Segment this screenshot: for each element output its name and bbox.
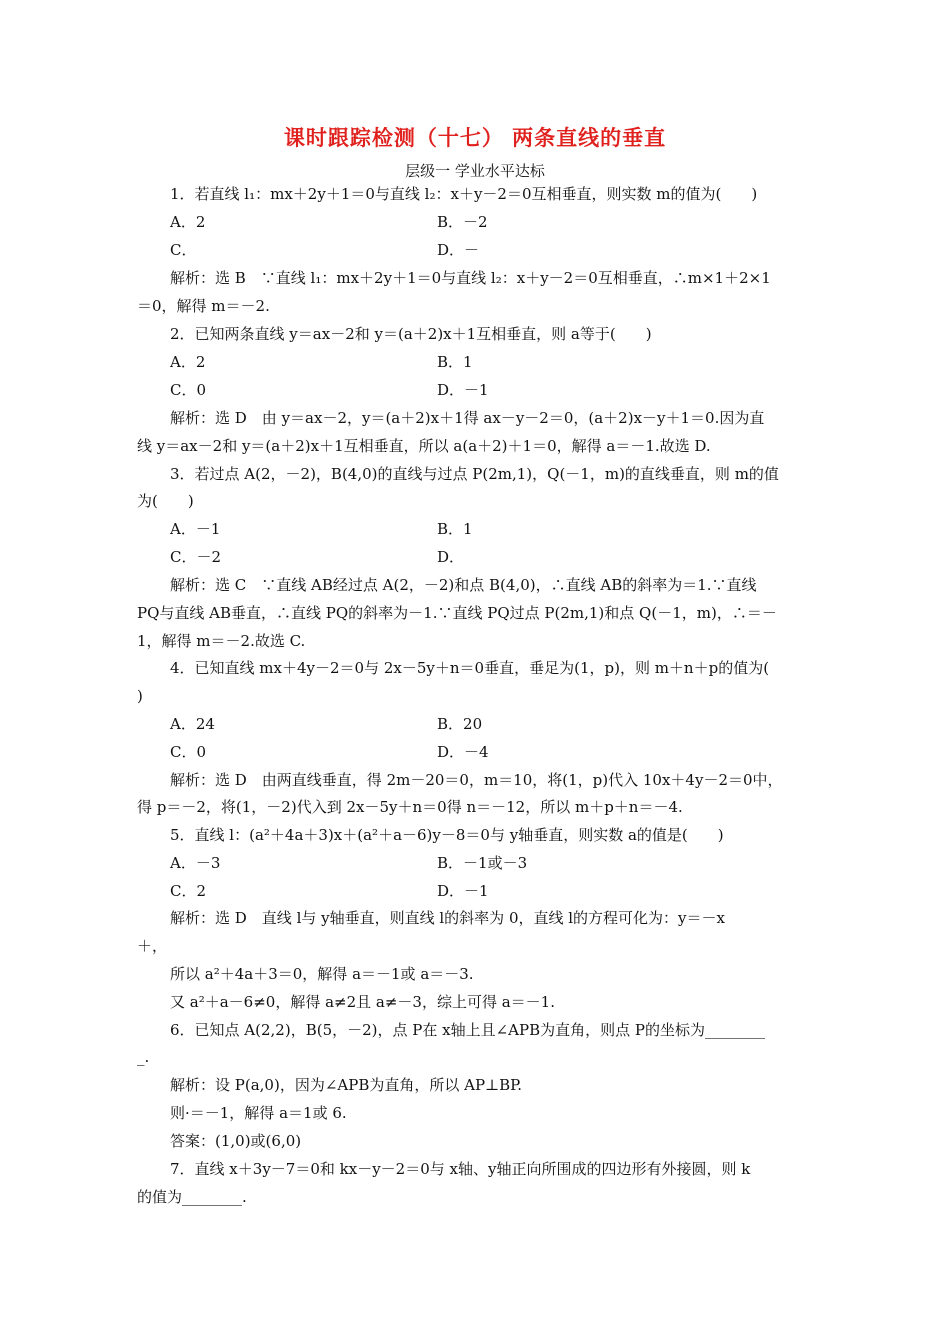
q4-option-a: A．24 — [170, 715, 215, 733]
q2-option-c: C．0 — [170, 381, 207, 399]
q4-solution-line2: 得 p＝－2，将(1，－2)代入到 2x－5y＋n＝0得 n＝－12，所以 m＋p＋n＝－4. — [137, 798, 683, 816]
q2-solution-line2: 线 y＝ax－2和 y＝(a＋2)x＋1互相垂直，所以 a(a＋2)＋1＝0，解得 a＝－1.故选 D. — [137, 437, 711, 455]
q1-stem: 1．若直线 l₁：mx＋2y＋1＝0与直线 l₂：x＋y－2＝0互相垂直，则实数 m的值为( ) — [170, 185, 758, 203]
q5-solution-line3: 所以 a²＋4a＋3＝0，解得 a＝－1或 a＝－3. — [170, 965, 474, 983]
q3-option-b: B．1 — [437, 520, 473, 538]
q2-option-a: A．2 — [170, 353, 206, 371]
q3-solution-line3: 1，解得 m＝－2.故选 C. — [137, 632, 306, 650]
q3-option-c: C．－2 — [170, 548, 222, 566]
page-title: 课时跟踪检测（十七） 两条直线的垂直 — [283, 125, 667, 150]
q6-answer: 答案：(1,0)或(6,0) — [170, 1132, 302, 1150]
q2-stem: 2．已知两条直线 y＝ax－2和 y＝(a＋2)x＋1互相垂直，则 a等于( ) — [170, 325, 652, 343]
q1-option-a: A．2 — [170, 213, 206, 231]
q6-solution-line1: 解析：设 P(a,0)，因为∠APB为直角，所以 AP⊥BP. — [170, 1076, 522, 1094]
q5-stem: 5．直线 l：(a²＋4a＋3)x＋(a²＋a－6)y－8＝0与 y轴垂直，则实数 a的值是( ) — [170, 826, 724, 844]
q6-solution-line2: 则·＝－1，解得 a＝1或 6. — [170, 1104, 347, 1122]
q3-solution-line1: 解析：选 C ∵直线 AB经过点 A(2，－2)和点 B(4,0)，∴直线 AB的斜率为＝1.∵直线 — [170, 576, 757, 594]
q5-solution-line2: ＋， — [137, 937, 168, 955]
q7-stem-line2: 的值为________. — [137, 1188, 247, 1206]
q3-stem-line2: 为( ) — [137, 492, 194, 510]
q1-option-c: C． — [170, 241, 197, 259]
q4-option-c: C．0 — [170, 743, 207, 761]
q5-option-a: A．－3 — [170, 854, 221, 872]
q1-option-d: D．－ — [437, 241, 480, 259]
q5-option-b: B．－1或－3 — [437, 854, 528, 872]
q7-stem-line1: 7．直线 x＋3y－7＝0和 kx－y－2＝0与 x轴、y轴正向所围成的四边形有外接圆，则 k — [170, 1160, 751, 1178]
q4-option-b: B．20 — [437, 715, 483, 733]
q5-option-d: D．－1 — [437, 882, 489, 900]
section-subtitle: 层级一 学业水平达标 — [405, 162, 545, 180]
q4-stem-line2: ) — [137, 687, 143, 705]
q6-stem-line2: _. — [137, 1048, 150, 1066]
q3-solution-line2: PQ与直线 AB垂直，∴直线 PQ的斜率为－1.∵直线 PQ过点 P(2m,1)和点 Q(－1，m)，∴＝－ — [137, 604, 777, 622]
q4-stem-line1: 4．已知直线 mx＋4y－2＝0与 2x－5y＋n＝0垂直，垂足为(1，p)，则 m＋n＋p的值为( — [170, 659, 770, 677]
q2-solution-line1: 解析：选 D 由 y＝ax－2，y＝(a＋2)x＋1得 ax－y－2＝0，(a＋2)x－y＋1＝0.因为直 — [170, 409, 765, 427]
q5-solution-line4: 又 a²＋a－6≠0，解得 a≠2且 a≠－3，综上可得 a＝－1. — [170, 993, 555, 1011]
q3-option-d: D． — [437, 548, 465, 566]
q5-option-c: C．2 — [170, 882, 207, 900]
q4-solution-line1: 解析：选 D 由两直线垂直，得 2m－20＝0，m＝10，将(1，p)代入 10x＋4y－2＝0中， — [170, 771, 783, 789]
q3-option-a: A．－1 — [170, 520, 221, 538]
q5-solution-line1: 解析：选 D 直线 l与 y轴垂直，则直线 l的斜率为 0，直线 l的方程可化为：y＝－x — [170, 909, 725, 927]
q1-solution-line2: ＝0，解得 m＝－2. — [137, 297, 270, 315]
q2-option-b: B．1 — [437, 353, 473, 371]
q1-option-b: B．－2 — [437, 213, 488, 231]
q6-stem-line1: 6．已知点 A(2,2)，B(5，－2)，点 P在 x轴上且∠APB为直角，则点 P的坐标为________ — [170, 1021, 765, 1039]
q1-solution-line1: 解析：选 B ∵直线 l₁：mx＋2y＋1＝0与直线 l₂：x＋y－2＝0互相垂直，∴m×1＋2×1 — [170, 269, 771, 287]
q3-stem-line1: 3．若过点 A(2，－2)，B(4,0)的直线与过点 P(2m,1)，Q(－1，m)的直线垂直，则 m的值 — [170, 465, 779, 483]
q2-option-d: D．－1 — [437, 381, 489, 399]
q4-option-d: D．－4 — [437, 743, 489, 761]
